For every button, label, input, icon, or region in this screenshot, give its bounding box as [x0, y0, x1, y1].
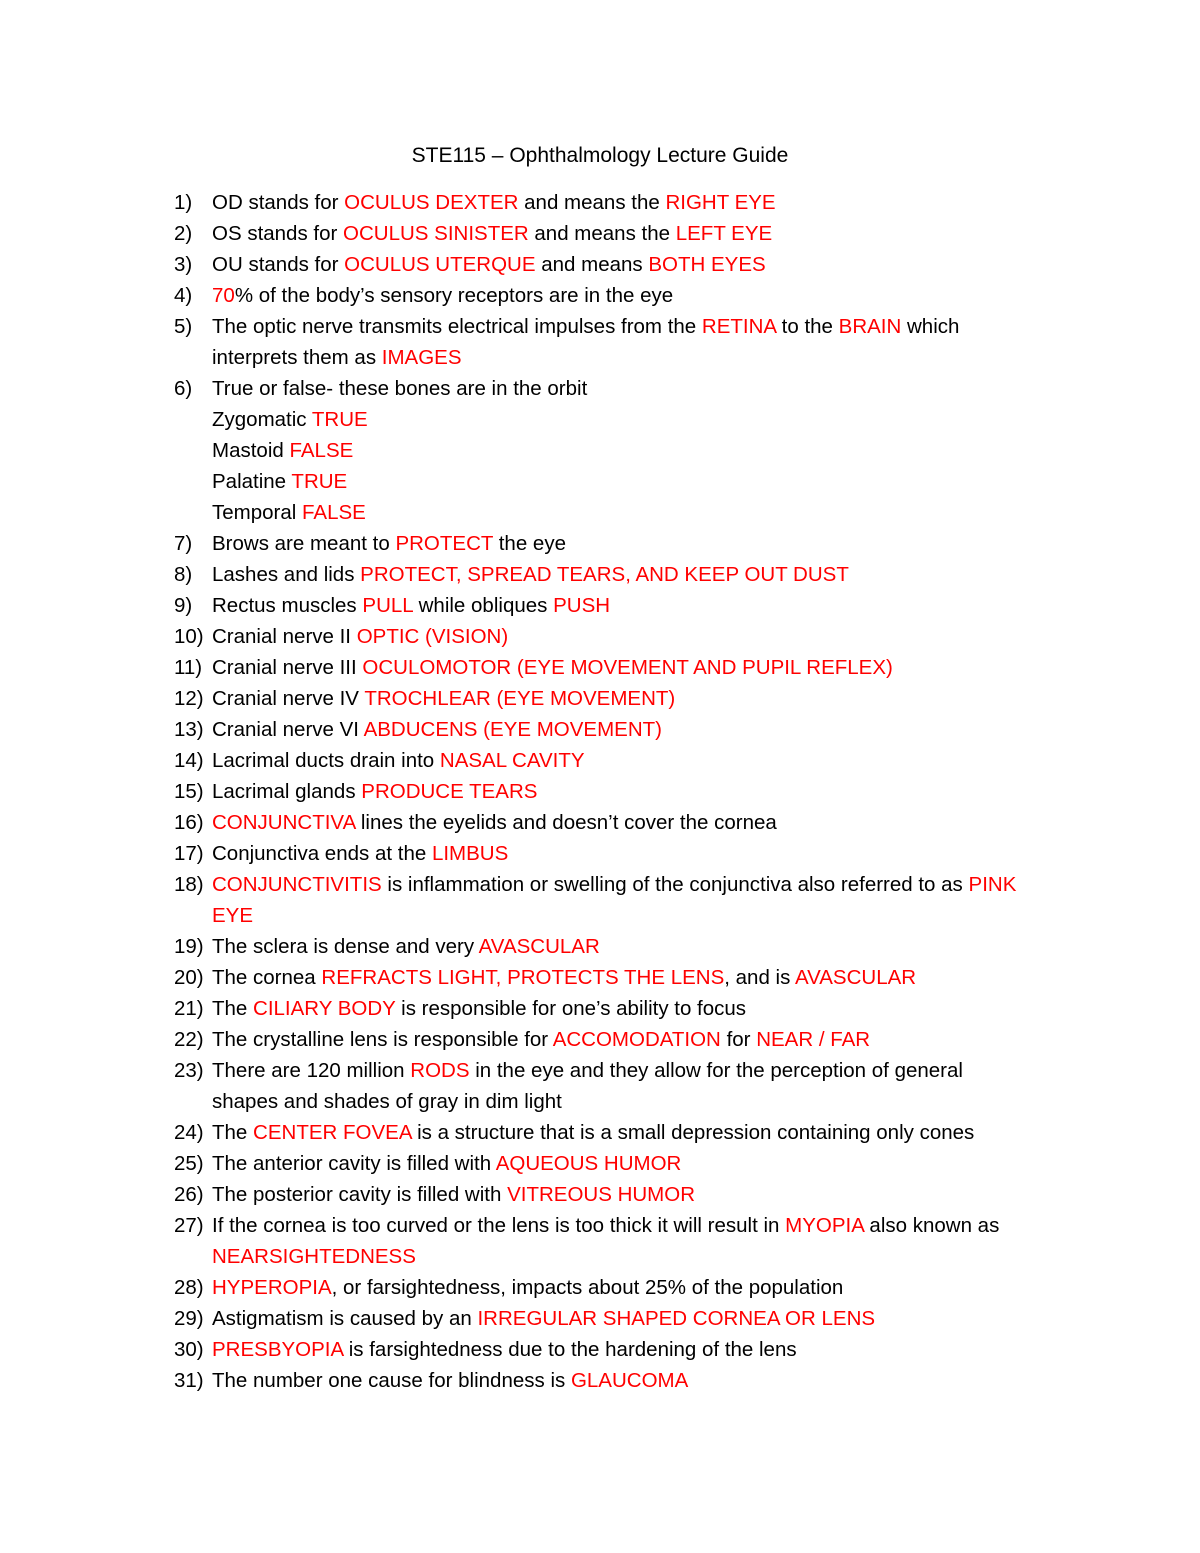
answer-text: FALSE: [302, 501, 366, 524]
answer-text: TROCHLEAR (EYE MOVEMENT): [364, 687, 676, 710]
question-line: [212, 466, 1060, 497]
answer-text: CILIARY BODY: [253, 997, 396, 1020]
prompt-text: to the: [775, 315, 839, 338]
answer-text: IRREGULAR SHAPED CORNEA OR LENS: [477, 1307, 876, 1330]
question-item: [160, 869, 1060, 931]
question-number: 5): [174, 315, 193, 338]
question-line: [212, 559, 1060, 590]
answer-text: RIGHT EYE: [665, 191, 776, 214]
answer-text: BOTH EYES: [648, 253, 766, 276]
answer-text: OCULUS DEXTER: [344, 191, 519, 214]
prompt-text: and means the: [528, 222, 676, 245]
prompt-text: Astigmatism is caused by an: [212, 1307, 478, 1330]
question-item: [160, 1024, 1060, 1055]
question-number: 2): [174, 222, 193, 245]
question-item: [160, 249, 1060, 280]
question-number: 3): [174, 253, 193, 276]
prompt-text: Lacrimal glands: [212, 780, 362, 803]
question-line: [212, 435, 1060, 466]
answer-text: TRUE: [291, 470, 348, 493]
answer-text: NEARSIGHTEDNESS: [212, 1245, 416, 1268]
question-line: [212, 776, 1060, 807]
question-line: [212, 528, 1060, 559]
question-item: [160, 559, 1060, 590]
question-item: [160, 776, 1060, 807]
prompt-text: Mastoid: [212, 439, 290, 462]
question-item: [160, 621, 1060, 652]
answer-text: AVASCULAR: [794, 966, 917, 989]
question-line: [212, 1055, 1060, 1086]
question-line: [212, 249, 1060, 280]
prompt-text: % of the body’s sensory receptors are in the eye: [234, 284, 674, 307]
question-item: [160, 590, 1060, 621]
question-line: [212, 993, 1060, 1024]
question-number: 4): [174, 284, 193, 307]
question-line: [212, 1303, 1060, 1334]
answer-text: AVASCULAR: [478, 935, 600, 958]
question-line: [212, 280, 1060, 311]
question-number: 14): [174, 749, 204, 772]
answer-text: OCULUS SINISTER: [343, 222, 529, 245]
question-number: 12): [174, 687, 204, 710]
answer-text: RETINA: [701, 315, 776, 338]
prompt-text: while obliques: [412, 594, 554, 617]
question-number: 23): [174, 1059, 204, 1082]
answer-text: NASAL CAVITY: [439, 749, 585, 772]
prompt-text: Cranial nerve II: [212, 625, 357, 648]
question-number: 22): [174, 1028, 204, 1051]
question-item: [160, 1117, 1060, 1148]
question-line: [212, 962, 1060, 993]
question-item: [160, 962, 1060, 993]
question-line: [212, 404, 1060, 435]
prompt-text: is responsible for one’s ability to focus: [395, 997, 747, 1020]
question-number: 17): [174, 842, 204, 865]
question-number: 29): [174, 1307, 204, 1330]
question-number: 27): [174, 1214, 204, 1237]
question-line: [212, 342, 1060, 373]
question-item: [160, 1055, 1060, 1117]
answer-text: PULL: [362, 594, 413, 617]
prompt-text: The sclera is dense and very: [212, 935, 479, 958]
prompt-text: The cornea: [212, 966, 322, 989]
question-line: [212, 683, 1060, 714]
prompt-text: Lacrimal ducts drain into: [212, 749, 440, 772]
answer-text: PUSH: [553, 594, 611, 617]
question-number: 7): [174, 532, 193, 555]
answer-text: PRODUCE TEARS: [361, 780, 538, 803]
prompt-text: which: [901, 315, 960, 338]
question-line: [212, 869, 1060, 900]
answer-text: MYOPIA: [785, 1214, 864, 1237]
prompt-text: is inflammation or swelling of the conjunctiva also referred to as: [381, 873, 969, 896]
prompt-text: Temporal: [212, 501, 303, 524]
question-line: [212, 1117, 1060, 1148]
question-item: [160, 1334, 1060, 1365]
prompt-text: Rectus muscles: [212, 594, 363, 617]
question-number: 20): [174, 966, 204, 989]
question-number: 1): [174, 191, 193, 214]
answer-text: CONJUNCTIVITIS: [212, 873, 382, 896]
answer-text: OCULUS UTERQUE: [344, 253, 536, 276]
answer-text: RODS: [410, 1059, 470, 1082]
answer-text: OPTIC (VISION): [356, 625, 509, 648]
answer-text: LEFT EYE: [675, 222, 773, 245]
question-line: [212, 373, 1060, 404]
answer-text: PROTECT: [395, 532, 494, 555]
question-line: [212, 838, 1060, 869]
question-line: [212, 745, 1060, 776]
answer-text: BRAIN: [838, 315, 902, 338]
prompt-text: OU stands for: [212, 253, 345, 276]
question-number: 28): [174, 1276, 204, 1299]
question-line: [212, 1148, 1060, 1179]
answer-text: AQUEOUS HUMOR: [495, 1152, 682, 1175]
question-item: [160, 1365, 1060, 1396]
prompt-text: , and is: [724, 966, 795, 989]
prompt-text: interprets them as: [212, 346, 382, 369]
prompt-text: True or false- these bones are in the orbit: [212, 377, 588, 400]
prompt-text: is farsightedness due to the hardening of the lens: [343, 1338, 797, 1361]
question-item: [160, 931, 1060, 962]
prompt-text: Lashes and lids: [212, 563, 361, 586]
answer-text: ABDUCENS (EYE MOVEMENT): [363, 718, 662, 741]
question-item: [160, 528, 1060, 559]
question-line: [212, 1241, 1060, 1272]
question-line: [212, 1334, 1060, 1365]
question-line: [212, 187, 1060, 218]
document-title: STE115 – Ophthalmology Lecture Guide: [411, 144, 789, 167]
question-line: [212, 218, 1060, 249]
question-number: 16): [174, 811, 204, 834]
prompt-text: OD stands for: [212, 191, 345, 214]
prompt-text: Palatine: [212, 470, 292, 493]
prompt-text: also known as: [863, 1214, 1000, 1237]
answer-text: FALSE: [289, 439, 354, 462]
question-item: [160, 280, 1060, 311]
question-number: 24): [174, 1121, 204, 1144]
answer-text: IMAGES: [381, 346, 462, 369]
question-list: [160, 187, 1060, 1396]
question-number: 30): [174, 1338, 204, 1361]
question-line: [212, 590, 1060, 621]
question-item: [160, 1148, 1060, 1179]
question-number: 6): [174, 377, 193, 400]
prompt-text: The optic nerve transmits electrical impulses from the: [212, 315, 702, 338]
question-line: [212, 931, 1060, 962]
question-line: [212, 1086, 1060, 1117]
question-item: [160, 218, 1060, 249]
answer-text: VITREOUS HUMOR: [507, 1183, 696, 1206]
question-item: [160, 838, 1060, 869]
question-line: [212, 621, 1060, 652]
prompt-text: Brows are meant to: [212, 532, 396, 555]
question-item: [160, 807, 1060, 838]
question-number: 8): [174, 563, 193, 586]
question-line: [212, 652, 1060, 683]
question-item: [160, 1303, 1060, 1334]
prompt-text: If the cornea is too curved or the lens is too thick it will result in: [212, 1214, 786, 1237]
question-line: [212, 311, 1060, 342]
prompt-text: The crystalline lens is responsible for: [212, 1028, 553, 1051]
answer-text: 70: [212, 284, 235, 307]
question-number: 31): [174, 1369, 204, 1392]
answer-text: PINK: [968, 873, 1017, 896]
prompt-text: Zygomatic: [212, 408, 312, 431]
prompt-text: for: [720, 1028, 757, 1051]
question-number: 15): [174, 780, 204, 803]
question-line: [212, 714, 1060, 745]
question-item: [160, 1179, 1060, 1210]
question-number: 26): [174, 1183, 204, 1206]
question-line: [212, 1365, 1060, 1396]
answer-text: CONJUNCTIVA: [212, 811, 356, 834]
question-number: 11): [174, 656, 203, 679]
question-item: [160, 1210, 1060, 1272]
question-line: [212, 807, 1060, 838]
question-item: [160, 993, 1060, 1024]
prompt-text: in the eye and they allow for the perception of general: [469, 1059, 963, 1082]
question-item: [160, 714, 1060, 745]
prompt-text: The anterior cavity is filled with: [212, 1152, 496, 1175]
question-item: [160, 187, 1060, 218]
prompt-text: is a structure that is a small depression containing only cones: [411, 1121, 975, 1144]
prompt-text: and means the: [518, 191, 666, 214]
question-number: 21): [174, 997, 204, 1020]
question-item: [160, 311, 1060, 373]
answer-text: REFRACTS LIGHT, PROTECTS THE LENS: [321, 966, 725, 989]
prompt-text: shapes and shades of gray in dim light: [212, 1090, 562, 1113]
prompt-text: The posterior cavity is filled with: [212, 1183, 508, 1206]
prompt-text: and means: [535, 253, 649, 276]
prompt-text: OS stands for: [212, 222, 344, 245]
question-number: 13): [174, 718, 204, 741]
answer-text: ACCOMODATION: [552, 1028, 721, 1051]
answer-text: NEAR / FAR: [756, 1028, 871, 1051]
question-line: [212, 1272, 1060, 1303]
prompt-text: , or farsightedness, impacts about 25% of the population: [331, 1276, 844, 1299]
prompt-text: Cranial nerve III: [212, 656, 363, 679]
answer-text: PROTECT, SPREAD TEARS, AND KEEP OUT DUST: [360, 563, 849, 586]
question-item: [160, 1272, 1060, 1303]
question-line: [212, 1024, 1060, 1055]
question-line: [212, 900, 1060, 931]
question-number: 10): [174, 625, 204, 648]
question-number: 18): [174, 873, 204, 896]
question-number: 25): [174, 1152, 204, 1175]
question-number: 19): [174, 935, 204, 958]
prompt-text: Cranial nerve IV: [212, 687, 365, 710]
answer-text: LIMBUS: [431, 842, 509, 865]
answer-text: HYPEROPIA: [212, 1276, 332, 1299]
question-item: [160, 652, 1060, 683]
prompt-text: There are 120 million: [212, 1059, 411, 1082]
answer-text: OCULOMOTOR (EYE MOVEMENT AND PUPIL REFLEX): [362, 656, 893, 679]
prompt-text: The: [212, 997, 254, 1020]
answer-text: CENTER FOVEA: [253, 1121, 412, 1144]
prompt-text: Cranial nerve VI: [212, 718, 364, 741]
question-number: 9): [174, 594, 193, 617]
answer-text: EYE: [212, 904, 254, 927]
prompt-text: The number one cause for blindness is: [212, 1369, 571, 1392]
prompt-text: Conjunctiva ends at the: [212, 842, 432, 865]
answer-text: TRUE: [311, 408, 368, 431]
prompt-text: The: [212, 1121, 254, 1144]
question-item: [160, 683, 1060, 714]
question-line: [212, 1179, 1060, 1210]
question-line: [212, 497, 1060, 528]
question-item: [160, 373, 1060, 528]
answer-text: PRESBYOPIA: [212, 1338, 344, 1361]
question-line: [212, 1210, 1060, 1241]
answer-text: GLAUCOMA: [570, 1369, 689, 1392]
prompt-text: the eye: [493, 532, 566, 555]
prompt-text: lines the eyelids and doesn’t cover the cornea: [355, 811, 777, 834]
question-item: [160, 745, 1060, 776]
